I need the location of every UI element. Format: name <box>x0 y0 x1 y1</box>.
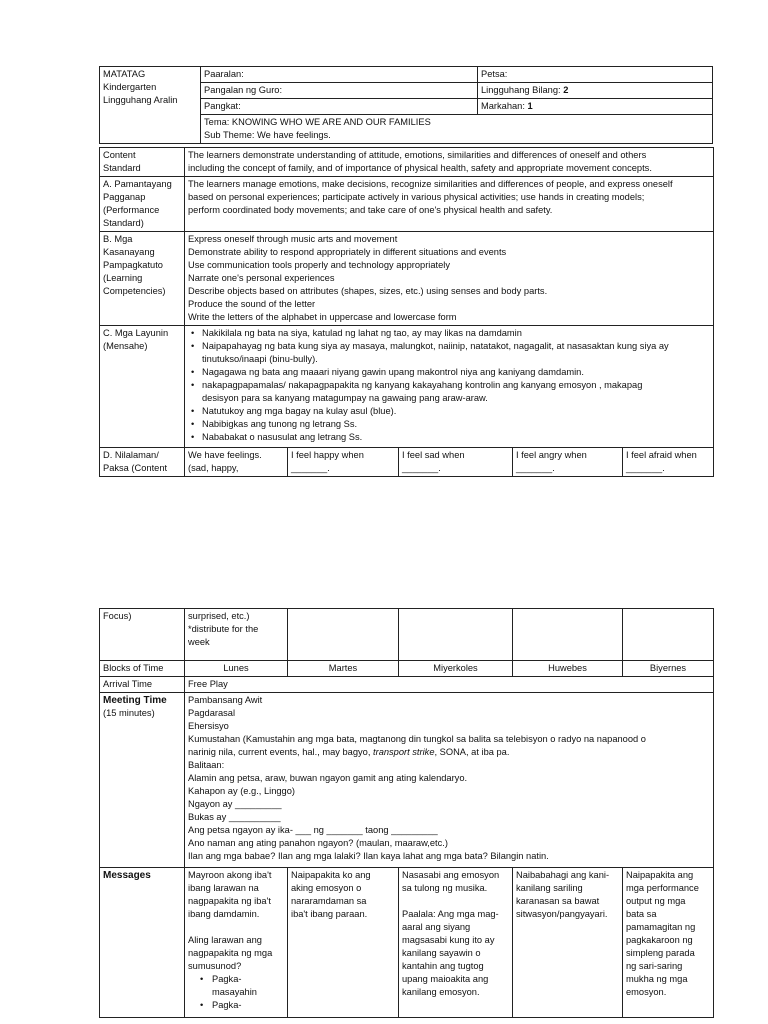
text-line: magsasabi kung ito ay <box>402 935 495 945</box>
text-line: nagpapakita ng mga <box>188 948 273 958</box>
label-line: C. Mga Layunin <box>103 328 169 338</box>
focus-empty <box>288 609 399 661</box>
paaralan-label: Paaralan: <box>204 69 244 79</box>
text-line: I feel sad when <box>402 450 465 460</box>
layunin-label <box>100 326 185 448</box>
item-line: • Pagka- <box>212 974 242 984</box>
day-header-biyernes: Biyernes <box>623 661 714 677</box>
text-line: based on personal experiences; participate actively in various physical activities; use hands in creating models; <box>188 192 645 202</box>
item-line: • Pagka- <box>212 1000 242 1010</box>
text-line: nagpapakita ng iba't <box>188 896 271 906</box>
content-standard-text <box>185 148 714 177</box>
text-line: aaral ang siyang <box>402 922 471 932</box>
lingguhan-label: Lingguhang Bilang: <box>481 85 564 95</box>
text-line: Balitaan: <box>188 760 225 770</box>
blank-line <box>188 921 284 934</box>
day-header-miyerkoles: Miyerkoles <box>399 661 513 677</box>
text-line: kanilang emosyon. <box>402 987 480 997</box>
text-line: The learners demonstrate understanding of attitude, emotions, similarities and differences of oneself and others <box>188 150 647 160</box>
text-line: Pambansang Awit <box>188 695 263 705</box>
focus-empty <box>399 609 513 661</box>
text-line: kanilang sayawin o <box>402 948 481 958</box>
focus-empty <box>623 609 714 661</box>
day-header-huwebes: Huwebes <box>513 661 623 677</box>
item-line: • Nabibigkas ang tunong ng letrang Ss. <box>202 419 358 429</box>
item-line: • Nababakat o nasusulat ang letrang Ss. <box>202 432 363 442</box>
list-item <box>188 366 710 379</box>
text-line: Aling larawan ang <box>188 935 262 945</box>
meeting-time-content <box>185 693 714 868</box>
text-line: karanasan sa bawat <box>516 896 600 906</box>
blank-line <box>402 895 509 908</box>
header-left-line: Lingguhang Aralin <box>103 95 178 105</box>
text-line: aking emosyon o <box>291 883 362 893</box>
blocks-of-time-label: Blocks of Time <box>100 661 185 677</box>
list-item <box>188 973 284 999</box>
text-line: Bukas ay __________ <box>188 812 281 822</box>
messages-lunes <box>185 868 288 1018</box>
standards-table <box>99 147 714 477</box>
text-line: Nasasabi ang emosyon <box>402 870 500 880</box>
text-line: ibang larawan na <box>188 883 259 893</box>
text-line: output ng mga <box>626 896 686 906</box>
label-line: Pagganap <box>103 192 146 202</box>
guro-cell <box>201 83 478 99</box>
item-line: • Nagagawa ng bata ang maaari niyang gawin upang makontrol niya ang kaniyang damdamin. <box>202 367 584 377</box>
text-line: (sad, happy, <box>188 463 239 473</box>
list-item <box>188 418 710 431</box>
day-header-martes: Martes <box>288 661 399 677</box>
markahan-value: 1 <box>527 101 533 111</box>
text-line: Ang petsa ngayon ay ika- ___ ng _______ taong _________ <box>188 825 438 835</box>
text-line: Kahapon ay (e.g., Linggo) <box>188 786 295 796</box>
petsa-label: Petsa: <box>481 69 508 79</box>
header-left-line: Kindergarten <box>103 82 157 92</box>
text-line: Describe objects based on attributes (shapes, sizes, etc.) using senses and body parts. <box>188 286 548 296</box>
text-line: Demonstrate ability to respond appropriately in different situations and events <box>188 247 507 257</box>
list-item <box>188 431 710 444</box>
text-line: sitwasyon/pangyayari. <box>516 909 608 919</box>
lingguhan-value: 2 <box>563 85 569 95</box>
arrival-time-value: Free Play <box>185 677 714 693</box>
list-item <box>188 340 710 366</box>
list-item <box>188 327 710 340</box>
messages-label-cell <box>100 868 185 1018</box>
text-line: _______. <box>402 463 441 473</box>
list-item <box>188 379 710 405</box>
layunin-list <box>185 326 714 448</box>
text-line: Narrate one's personal experiences <box>188 273 335 283</box>
content-standard-label <box>100 148 185 177</box>
markahan-label: Markahan: <box>481 101 528 111</box>
text-line: surprised, etc.) <box>188 611 250 621</box>
messages-biyernes <box>623 868 714 1018</box>
paaralan-cell <box>201 67 478 83</box>
text-line: We have feelings. <box>188 450 262 460</box>
text-line: ibang damdamin. <box>188 909 260 919</box>
text-line: week <box>188 637 210 647</box>
item-line: • Naipapahayag ng bata kung siya ay masaya, malungkot, naiinip, natatakot, nagagalit, at nasasaktan kung siya ay <box>202 341 669 351</box>
text-line: simpleng parada <box>626 948 695 958</box>
day-header-lunes: Lunes <box>185 661 288 677</box>
text-line: *distribute for the <box>188 624 259 634</box>
header-left-line: MATATAG <box>103 69 146 79</box>
focus-col1 <box>185 609 288 661</box>
label-line: Kasanayang <box>103 247 155 257</box>
nilalaman-label <box>100 448 185 477</box>
text-line: Paalala: Ang mga mag- <box>402 909 499 919</box>
pangkat-cell <box>201 99 478 115</box>
item-line: tinutukso/inaapi (binu-bully). <box>202 354 318 364</box>
text-line: pamamagitan ng <box>626 922 696 932</box>
tema-cell <box>201 115 713 144</box>
nilalaman-col1 <box>185 448 288 477</box>
performance-standard-label <box>100 177 185 232</box>
text-line: _______. <box>626 463 665 473</box>
guro-label: Pangalan ng Guro: <box>204 85 283 95</box>
messages-huwebes <box>513 868 623 1018</box>
text-line: Use communication tools properly and technology appropriately <box>188 260 451 270</box>
text-segment: , SONA, at iba pa. <box>434 747 510 757</box>
text-line: I feel afraid when <box>626 450 697 460</box>
text-line: Naibabahagi ang kani- <box>516 870 610 880</box>
text-line: Ano naman ang ating panahon ngayon? (maulan, maaraw,etc.) <box>188 838 448 848</box>
list-item <box>188 405 710 418</box>
text-line: Mayroon akong iba't <box>188 870 272 880</box>
text-line: Naipapakita ang <box>626 870 694 880</box>
label-line: Focus) <box>103 611 132 621</box>
text-line: Naipapakita ko ang <box>291 870 371 880</box>
item-line: desisyon para sa kanyang matagumpay na gawaing pang araw-araw. <box>202 393 488 403</box>
nilalaman-happy <box>288 448 399 477</box>
item-line: • Nakikilala ng bata na siya, katulad ng lahat ng tao, ay may likas na damdamin <box>202 328 522 338</box>
text-line: _______. <box>291 463 330 473</box>
nilalaman-afraid <box>623 448 714 477</box>
text-line: kanilang sariling <box>516 883 583 893</box>
text-line: including the concept of family, and of importance of physical health, safety and appropriate movement concepts. <box>188 163 652 173</box>
text-line: nararamdaman sa <box>291 896 367 906</box>
text-line: I feel angry when <box>516 450 587 460</box>
text-line: bata sa <box>626 909 657 919</box>
text-line: Ilan ang mga babae? Ilan ang mga lalaki? Ilan kaya lahat ang mga bata? Bilangin natin. <box>188 851 549 861</box>
label-line: (Learning <box>103 273 143 283</box>
text-segment: narinig nila, current events, hal., may bagyo, <box>188 747 371 757</box>
text-line: _______. <box>516 463 555 473</box>
header-left-cell <box>100 67 201 144</box>
tema-text: Tema: KNOWING WHO WE ARE AND OUR FAMILIES <box>204 117 431 127</box>
label-line: Standard) <box>103 218 144 228</box>
markahan-cell <box>478 99 713 115</box>
text-line: Pagdarasal <box>188 708 236 718</box>
messages-miyerkoles <box>399 868 513 1018</box>
text-line: mga performance <box>626 883 699 893</box>
pangkat-label: Pangkat: <box>204 101 241 111</box>
nilalaman-angry <box>513 448 623 477</box>
text-line: Produce the sound of the letter <box>188 299 316 309</box>
messages-martes <box>288 868 399 1018</box>
meeting-time-duration: (15 minutes) <box>103 708 155 718</box>
item-line: • nakapagpapamalas/ nakapagpapakita ng kanyang kakayahang kontrolin ang kanyang emosyon , makapag <box>202 380 643 390</box>
messages-label: Messages <box>103 870 151 881</box>
text-line: I feel happy when <box>291 450 364 460</box>
meeting-time-label-cell <box>100 693 185 868</box>
list-item <box>188 999 284 1012</box>
focus-label <box>100 609 185 661</box>
item-line: masayahin <box>212 987 257 997</box>
text-line: Alamin ang petsa, araw, buwan ngayon gamit ang ating kalendaryo. <box>188 773 468 783</box>
italic-text: transport strike <box>373 747 435 757</box>
text-line: kantahin ang tugtog <box>402 961 484 971</box>
text-line: Ehersisyo <box>188 721 229 731</box>
label-line: A. Pamantayang <box>103 179 172 189</box>
text-line: iba't ibang paraan. <box>291 909 368 919</box>
petsa-cell <box>478 67 713 83</box>
text-line <box>188 746 710 759</box>
text-line: mukha ng mga <box>626 974 688 984</box>
label-line: D. Nilalaman/ <box>103 450 159 460</box>
lingguhan-cell <box>478 83 713 99</box>
label-line: Competencies) <box>103 286 166 296</box>
label-line: B. Mga <box>103 234 133 244</box>
text-line: sumusunod? <box>188 961 242 971</box>
text-line: Kumustahan (Kamustahin ang mga bata, magtanong din tungkol sa balita sa telebisyon o radyo na napanood o <box>188 734 646 744</box>
label-line: (Mensahe) <box>103 341 148 351</box>
header-table <box>99 66 713 144</box>
competencies-label <box>100 232 185 326</box>
meeting-time-label: Meeting Time <box>103 695 167 706</box>
text-line: Ngayon ay _________ <box>188 799 282 809</box>
text-line: Express oneself through music arts and movement <box>188 234 398 244</box>
text-line: Write the letters of the alphabet in uppercase and lowercase form <box>188 312 457 322</box>
label-line: (Performance <box>103 205 160 215</box>
text-line: pagkakaroon ng <box>626 935 693 945</box>
label-line: Content <box>103 150 136 160</box>
nilalaman-sad <box>399 448 513 477</box>
label-line: Pampagkatuto <box>103 260 163 270</box>
schedule-table <box>99 608 714 1018</box>
subtheme-text: Sub Theme: We have feelings. <box>204 130 331 140</box>
label-line: Paksa (Content <box>103 463 168 473</box>
label-line: Standard <box>103 163 141 173</box>
text-line: The learners manage emotions, make decisions, recognize similarities and differences of people, and express oneself <box>188 179 673 189</box>
text-line: emosyon. <box>626 987 667 997</box>
performance-standard-text <box>185 177 714 232</box>
item-line: • Natutukoy ang mga bagay na kulay asul (blue). <box>202 406 397 416</box>
arrival-time-label: Arrival Time <box>100 677 185 693</box>
focus-empty <box>513 609 623 661</box>
text-line: sa tulong ng musika. <box>402 883 488 893</box>
text-line: upang maioakita ang <box>402 974 489 984</box>
competencies-text <box>185 232 714 326</box>
text-line: perform coordinated body movements; and take care of one's physical health and safety. <box>188 205 553 215</box>
text-line: ng sari-saring <box>626 961 683 971</box>
